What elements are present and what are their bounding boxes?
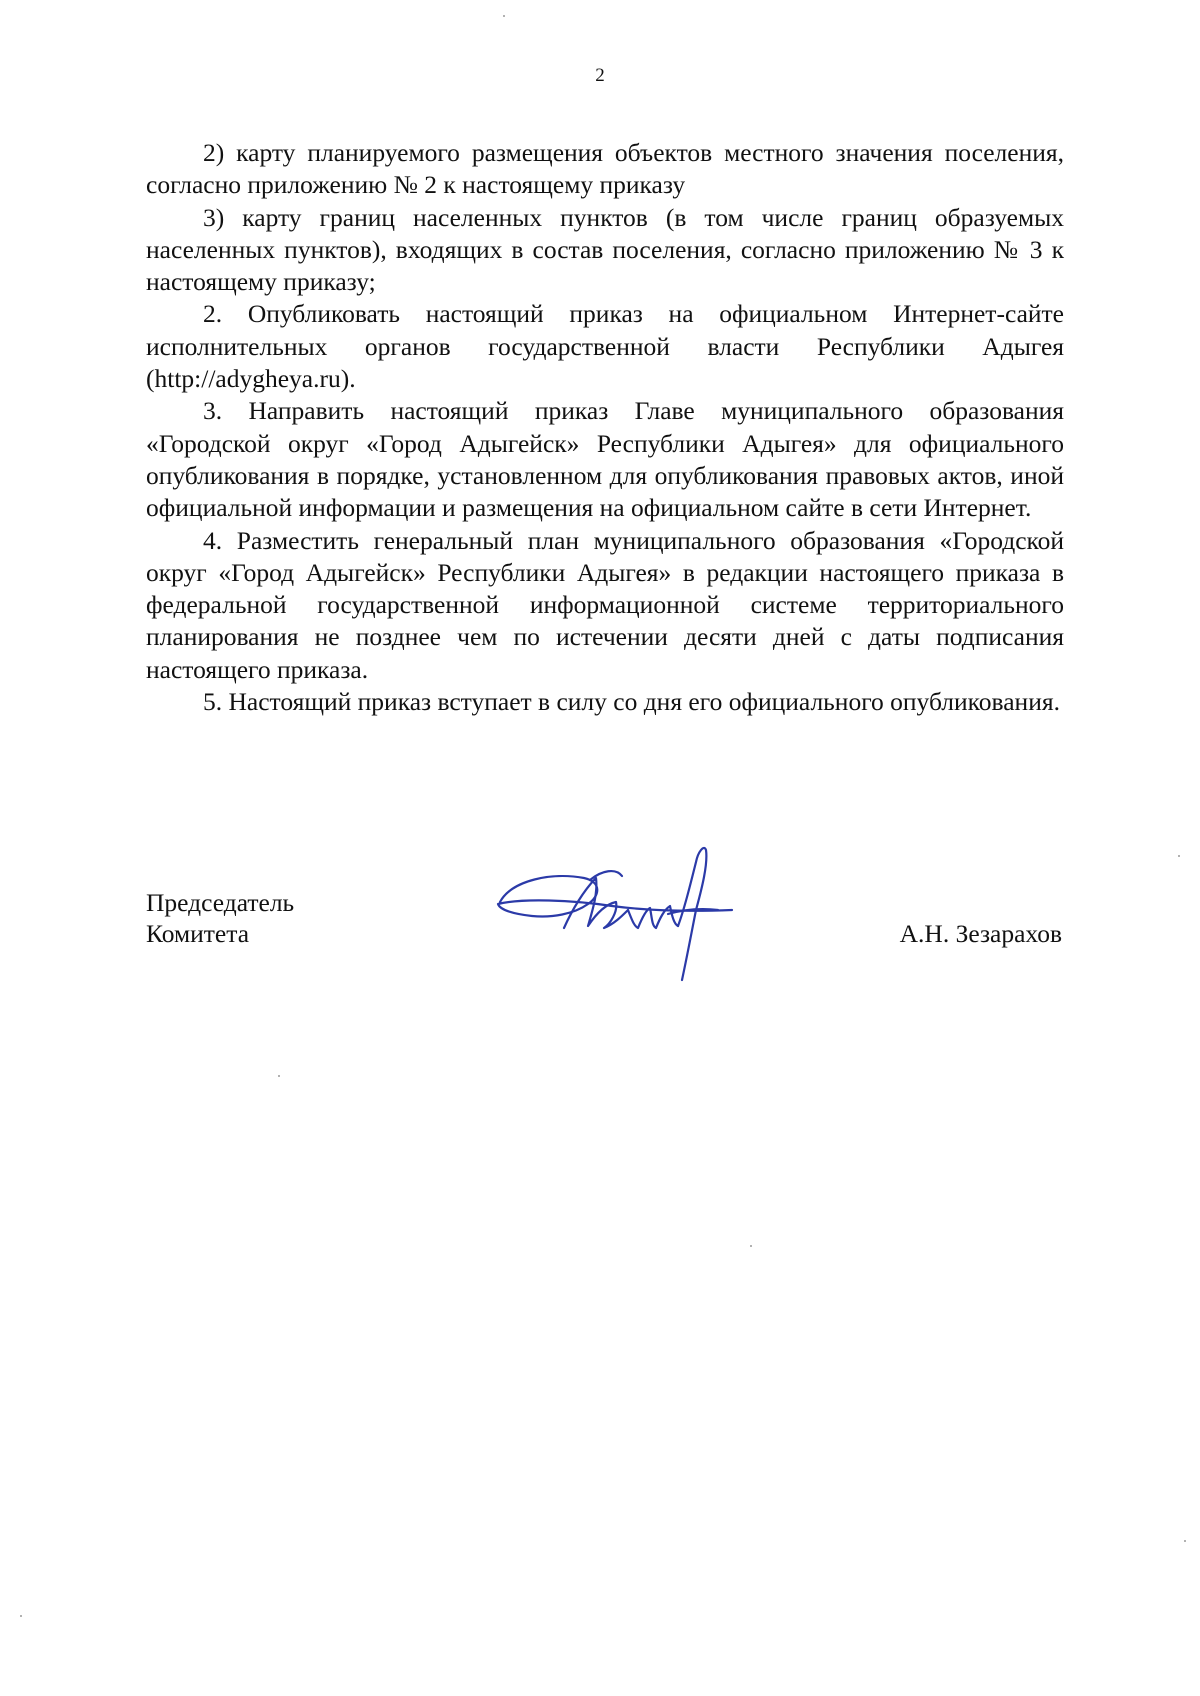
paragraph-send: 3. Направить настоящий приказ Главе муниципального образования «Городской округ «Город Адыгейск» Республики Адыгея» для официального опубликования в порядке, установленном для опубликования правовых актов, иной официальной информации и размещения на официальном сайте в сети Интернет.	[146, 396, 1064, 523]
paragraph-publish: 2. Опубликовать настоящий приказ на официальном Интернет-сайте исполнительных органов государственной власти Республики Адыгея (http://adygheya.ru).	[146, 299, 1064, 394]
paragraph-item-2: 2) карту планируемого размещения объектов местного значения поселения, согласно приложению № 2 к настоящему приказу	[146, 138, 1064, 200]
signatory-name: А.Н. Зезарахов	[899, 919, 1062, 948]
scan-speck	[278, 1075, 280, 1077]
paragraph-effective: 5. Настоящий приказ вступает в силу со дня его официального опубликования.	[203, 687, 1060, 717]
scan-speck	[750, 1245, 752, 1247]
signatory-title-line1: Председатель	[146, 888, 295, 917]
paragraph-item-3: 3) карту границ населенных пунктов (в том числе границ образуемых населенных пунктов), входящих в состав поселения, согласно приложению № 3 к настоящему приказу;	[146, 202, 1064, 297]
signatory-title-line2: Комитета	[146, 919, 250, 948]
paragraph-place: 4. Разместить генеральный план муниципального образования «Городской округ «Город Адыгейск» Республики Адыгея» в редакции настоящего приказа в федеральной государственной информационной системе территориального планирования не позднее чем по истечении десяти дней с даты подписания настоящего приказа.	[146, 525, 1064, 684]
page-number: 2	[595, 65, 605, 86]
scan-speck	[1178, 855, 1180, 857]
scan-speck	[1184, 1540, 1186, 1542]
scan-speck	[503, 15, 505, 17]
scan-speck	[20, 1615, 22, 1617]
document-body	[146, 137, 1064, 718]
handwritten-signature	[492, 840, 752, 985]
signatory-title	[146, 887, 294, 949]
